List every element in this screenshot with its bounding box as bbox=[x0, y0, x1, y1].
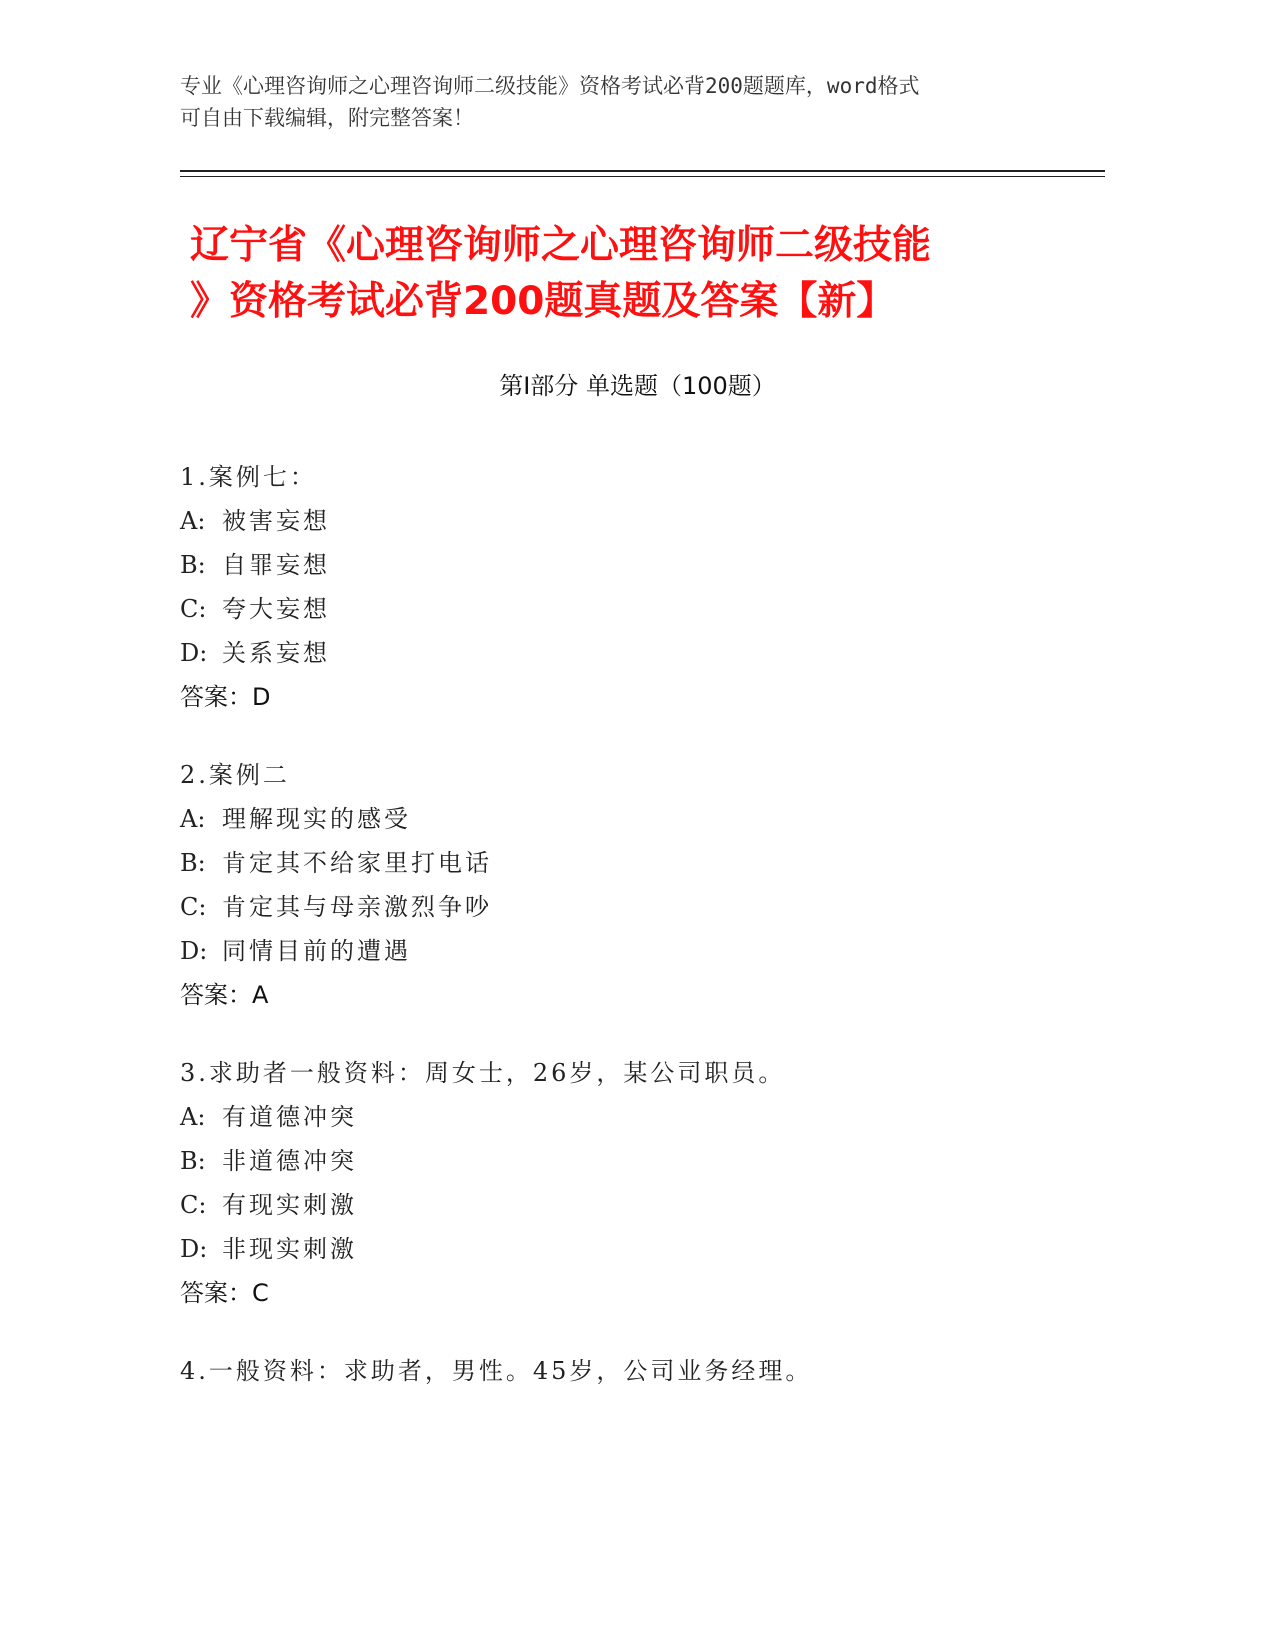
document-title-line-2: 》资格考试必背200题真题及答案【新】 bbox=[190, 279, 896, 324]
option-a bbox=[180, 797, 1120, 841]
question-stem: 4.一般资料：求助者，男性。45岁，公司业务经理。 bbox=[180, 1357, 813, 1385]
option-a bbox=[180, 1095, 1120, 1139]
option-text: 被害妄想 bbox=[222, 507, 330, 535]
header-rule-thin bbox=[180, 176, 1105, 177]
option-text: 有现实刺激 bbox=[222, 1191, 357, 1219]
option-key: C: bbox=[180, 1191, 207, 1219]
question-4 bbox=[180, 1349, 1120, 1393]
option-text: 同情目前的遭遇 bbox=[222, 937, 411, 965]
option-key: B: bbox=[180, 849, 206, 877]
option-text: 非现实刺激 bbox=[222, 1235, 357, 1263]
option-key: D: bbox=[180, 639, 208, 667]
option-key: C: bbox=[180, 893, 207, 921]
option-a bbox=[180, 499, 1120, 543]
option-key: D: bbox=[180, 1235, 208, 1263]
option-text: 非道德冲突 bbox=[222, 1147, 357, 1175]
option-c bbox=[180, 885, 1120, 929]
option-text: 有道德冲突 bbox=[222, 1103, 357, 1131]
header-note-line-2: 可自由下载编辑，附完整答案！ bbox=[180, 106, 474, 130]
section-title: 第Ⅰ部分 单选题（100题） bbox=[499, 372, 776, 400]
answer-value: D bbox=[252, 683, 271, 711]
option-text: 夸大妄想 bbox=[222, 595, 330, 623]
option-text: 理解现实的感受 bbox=[222, 805, 411, 833]
option-c bbox=[180, 1183, 1120, 1227]
answer-value: C bbox=[252, 1279, 269, 1307]
option-text: 自罪妄想 bbox=[222, 551, 330, 579]
question-2 bbox=[180, 753, 1120, 1017]
question-1 bbox=[180, 455, 1120, 719]
question-stem: 1.案例七： bbox=[180, 463, 317, 491]
option-key: A: bbox=[180, 507, 206, 535]
option-key: D: bbox=[180, 937, 208, 965]
answer-label: 答案： bbox=[180, 1279, 252, 1307]
answer bbox=[180, 675, 1120, 719]
option-c bbox=[180, 587, 1120, 631]
option-d bbox=[180, 929, 1120, 973]
question-3 bbox=[180, 1051, 1120, 1315]
answer bbox=[180, 973, 1120, 1017]
option-b bbox=[180, 1139, 1120, 1183]
option-b bbox=[180, 543, 1120, 587]
option-d bbox=[180, 631, 1120, 675]
document-title-line-1: 辽宁省《心理咨询师之心理咨询师二级技能 bbox=[190, 223, 932, 268]
option-key: B: bbox=[180, 551, 206, 579]
question-list bbox=[180, 455, 1120, 1427]
answer bbox=[180, 1271, 1120, 1315]
answer-value: A bbox=[252, 981, 269, 1009]
option-text: 关系妄想 bbox=[222, 639, 330, 667]
option-text: 肯定其与母亲激烈争吵 bbox=[222, 893, 492, 921]
option-key: B: bbox=[180, 1147, 206, 1175]
option-key: C: bbox=[180, 595, 207, 623]
header-rule-thick bbox=[180, 170, 1105, 172]
option-d bbox=[180, 1227, 1120, 1271]
question-stem: 3.求助者一般资料：周女士，26岁，某公司职员。 bbox=[180, 1059, 786, 1087]
document-title bbox=[190, 218, 1090, 330]
option-key: A: bbox=[180, 805, 206, 833]
option-b bbox=[180, 841, 1120, 885]
header-note bbox=[180, 70, 1040, 134]
option-text: 肯定其不给家里打电话 bbox=[222, 849, 492, 877]
option-key: A: bbox=[180, 1103, 206, 1131]
header-note-line-1: 专业《心理咨询师之心理咨询师二级技能》资格考试必背200题题库，word格式 bbox=[180, 74, 920, 98]
answer-label: 答案： bbox=[180, 683, 252, 711]
answer-label: 答案： bbox=[180, 981, 252, 1009]
question-stem: 2.案例二 bbox=[180, 761, 290, 789]
